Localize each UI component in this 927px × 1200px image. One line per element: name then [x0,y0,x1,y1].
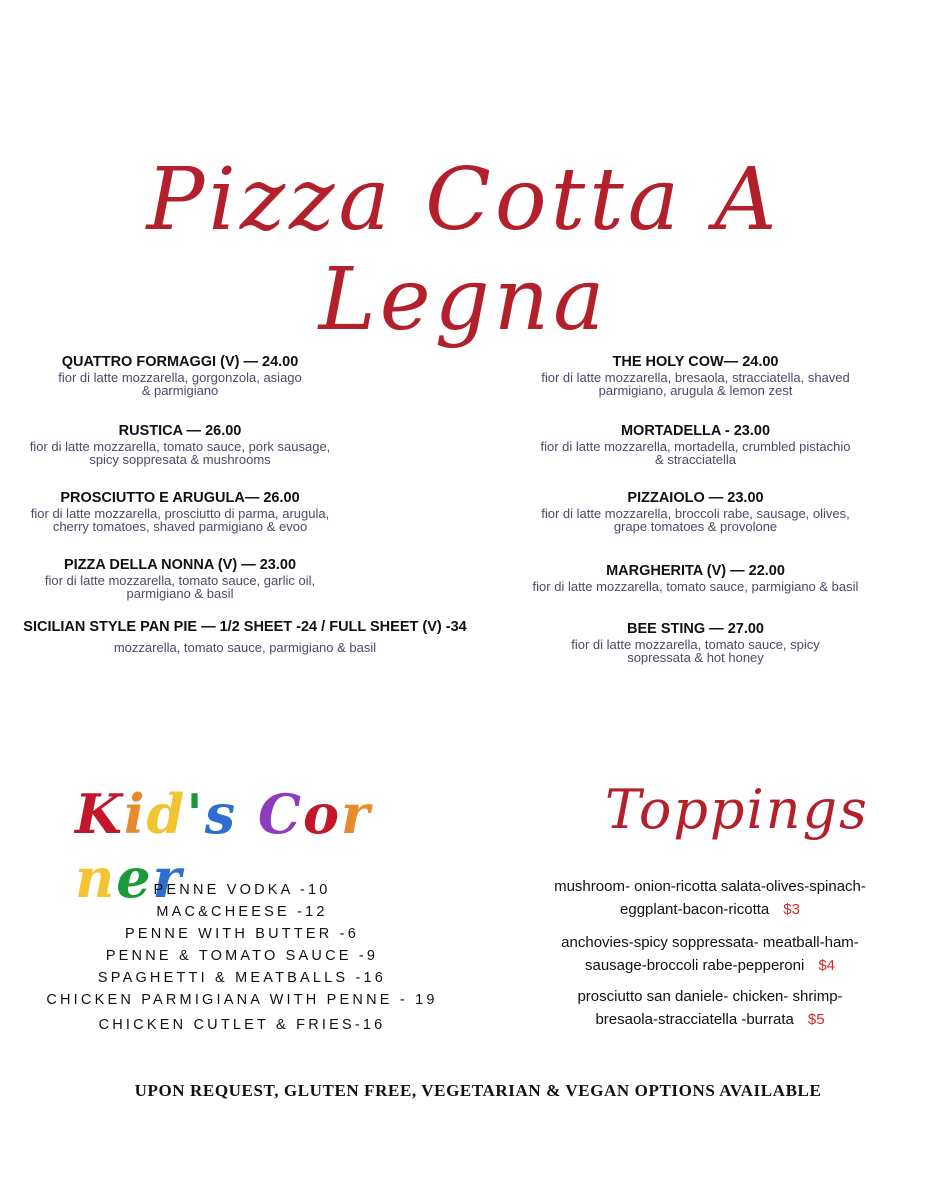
kids-menu-item: PENNE & TOMATO SAUCE -9 [105,948,379,964]
topping-price: $4 [818,957,835,974]
pizza-description: & parmigiano [141,383,219,398]
kids-title-letter: ' [186,782,205,846]
kids-title-letter: r [152,846,184,910]
kids-menu-item: PENNE VODKA -10 [153,882,331,898]
kids-menu-item: CHICKEN CUTLET & FRIES-16 [98,1017,386,1033]
pizza-description: fior di latte mozzarella, tomato sauce, parmigiano & basil [532,579,859,594]
pizza-description: fior di latte mozzarella, gorgonzola, asiago [58,370,302,385]
kids-title-letter: d [146,782,187,846]
pizza-item [0,619,490,654]
pizza-description: fior di latte mozzarella, tomato sauce, spicy [571,637,820,652]
pizza-name: BEE STING — 27.00 [627,621,764,637]
pizza-item [0,490,360,533]
pizza-description: fior di latte mozzarella, tomato sauce, pork sausage, [29,439,331,454]
topping-group [490,985,927,1031]
topping-line: prosciutto san daniele- chicken- shrimp- [577,988,843,1005]
kids-title-letter: e [116,846,153,910]
pizza-description: parmigiano, arugula & lemon zest [598,383,793,398]
kids-title-letter: s [204,782,238,846]
topping-line: mushroom- onion-ricotta salata-olives-spinach- [554,878,866,895]
kids-title-letter: i [123,782,147,846]
topping-group [490,875,927,921]
dietary-options-note: UPON REQUEST, GLUTEN FREE, VEGETARIAN & VEGAN OPTIONS AVAILABLE [134,1081,822,1100]
pizza-item [483,354,908,397]
topping-line-text: sausage-broccoli rabe-pepperoni [585,957,805,974]
kids-title-letter: n [75,846,117,910]
pizza-description: mozzarella, tomato sauce, parmigiano & basil [113,640,377,655]
topping-group [490,931,927,977]
pizza-description: spicy soppresata & mushrooms [89,452,271,467]
topping-line [490,954,927,977]
toppings-title: Toppings [605,778,869,841]
pizza-item [0,354,360,397]
kids-menu-item: PENNE WITH BUTTER -6 [125,926,359,942]
pizza-description: fior di latte mozzarella, broccoli rabe, sausage, olives, [541,506,850,521]
pizza-name: RUSTICA — 26.00 [118,423,242,439]
topping-line: anchovies-spicy soppressata- meatball-ham- [561,934,859,951]
kids-menu-item: MAC&CHEESE -12 [156,904,328,920]
pizza-name: SICILIAN STYLE PAN PIE — 1/2 SHEET -24 / FULL SHEET (V) -34 [23,619,467,635]
pizza-name: THE HOLY COW— 24.00 [612,354,779,370]
pizza-item [0,423,360,466]
pizza-item [483,621,908,664]
pizza-item [483,563,908,593]
pizza-description: fior di latte mozzarella, prosciutto di parma, arugula, [30,506,330,521]
pizza-description: fior di latte mozzarella, bresaola, stracciatella, shaved [541,370,850,385]
pizza-name: PROSCIUTTO E ARUGULA— 26.00 [60,490,300,506]
pizza-item [0,557,360,600]
pizza-description: sopressata & hot honey [627,650,764,665]
kids-title-letter: K [75,782,124,846]
kids-menu-item: CHICKEN PARMIGIANA WITH PENNE - 19 [46,992,438,1008]
pizza-name: PIZZA DELLA NONNA (V) — 23.00 [63,557,297,573]
kids-title-letter [237,782,258,846]
topping-price: $3 [783,901,800,918]
kids-title-letter: r [341,782,372,846]
pizza-description: fior di latte mozzarella, tomato sauce, garlic oil, [44,573,316,588]
kids-title-letter: C [257,782,303,846]
pizza-item [483,490,908,533]
topping-line-text: bresaola-stracciatella -burrata [595,1011,794,1028]
topping-line-text: eggplant-bacon-ricotta [620,901,770,918]
pizza-name: MARGHERITA (V) — 22.00 [606,563,785,579]
kids-menu-list [0,879,484,1036]
topping-price: $5 [807,1011,825,1028]
pizza-description: fior di latte mozzarella, mortadella, crumbled pistachio [540,439,851,454]
pizza-name: MORTADELLA - 23.00 [620,423,771,439]
kids-title-letter: o [302,782,341,846]
topping-line [490,898,927,921]
pizza-item [483,423,908,466]
kids-menu-item: SPAGHETTI & MEATBALLS -16 [97,970,387,986]
pizza-name: PIZZAIOLO — 23.00 [627,490,764,506]
pizza-name: QUATTRO FORMAGGI (V) — 24.00 [61,354,299,370]
pizza-description: & stracciatella [655,452,736,467]
pizza-description: grape tomatoes & provolone [613,519,778,534]
pizza-description: parmigiano & basil [126,586,234,601]
topping-line [490,1008,927,1031]
pizza-description: cherry tomatoes, shaved parmigiano & evoo [52,519,308,534]
menu-title: Pizza Cotta A Legna [146,150,781,350]
